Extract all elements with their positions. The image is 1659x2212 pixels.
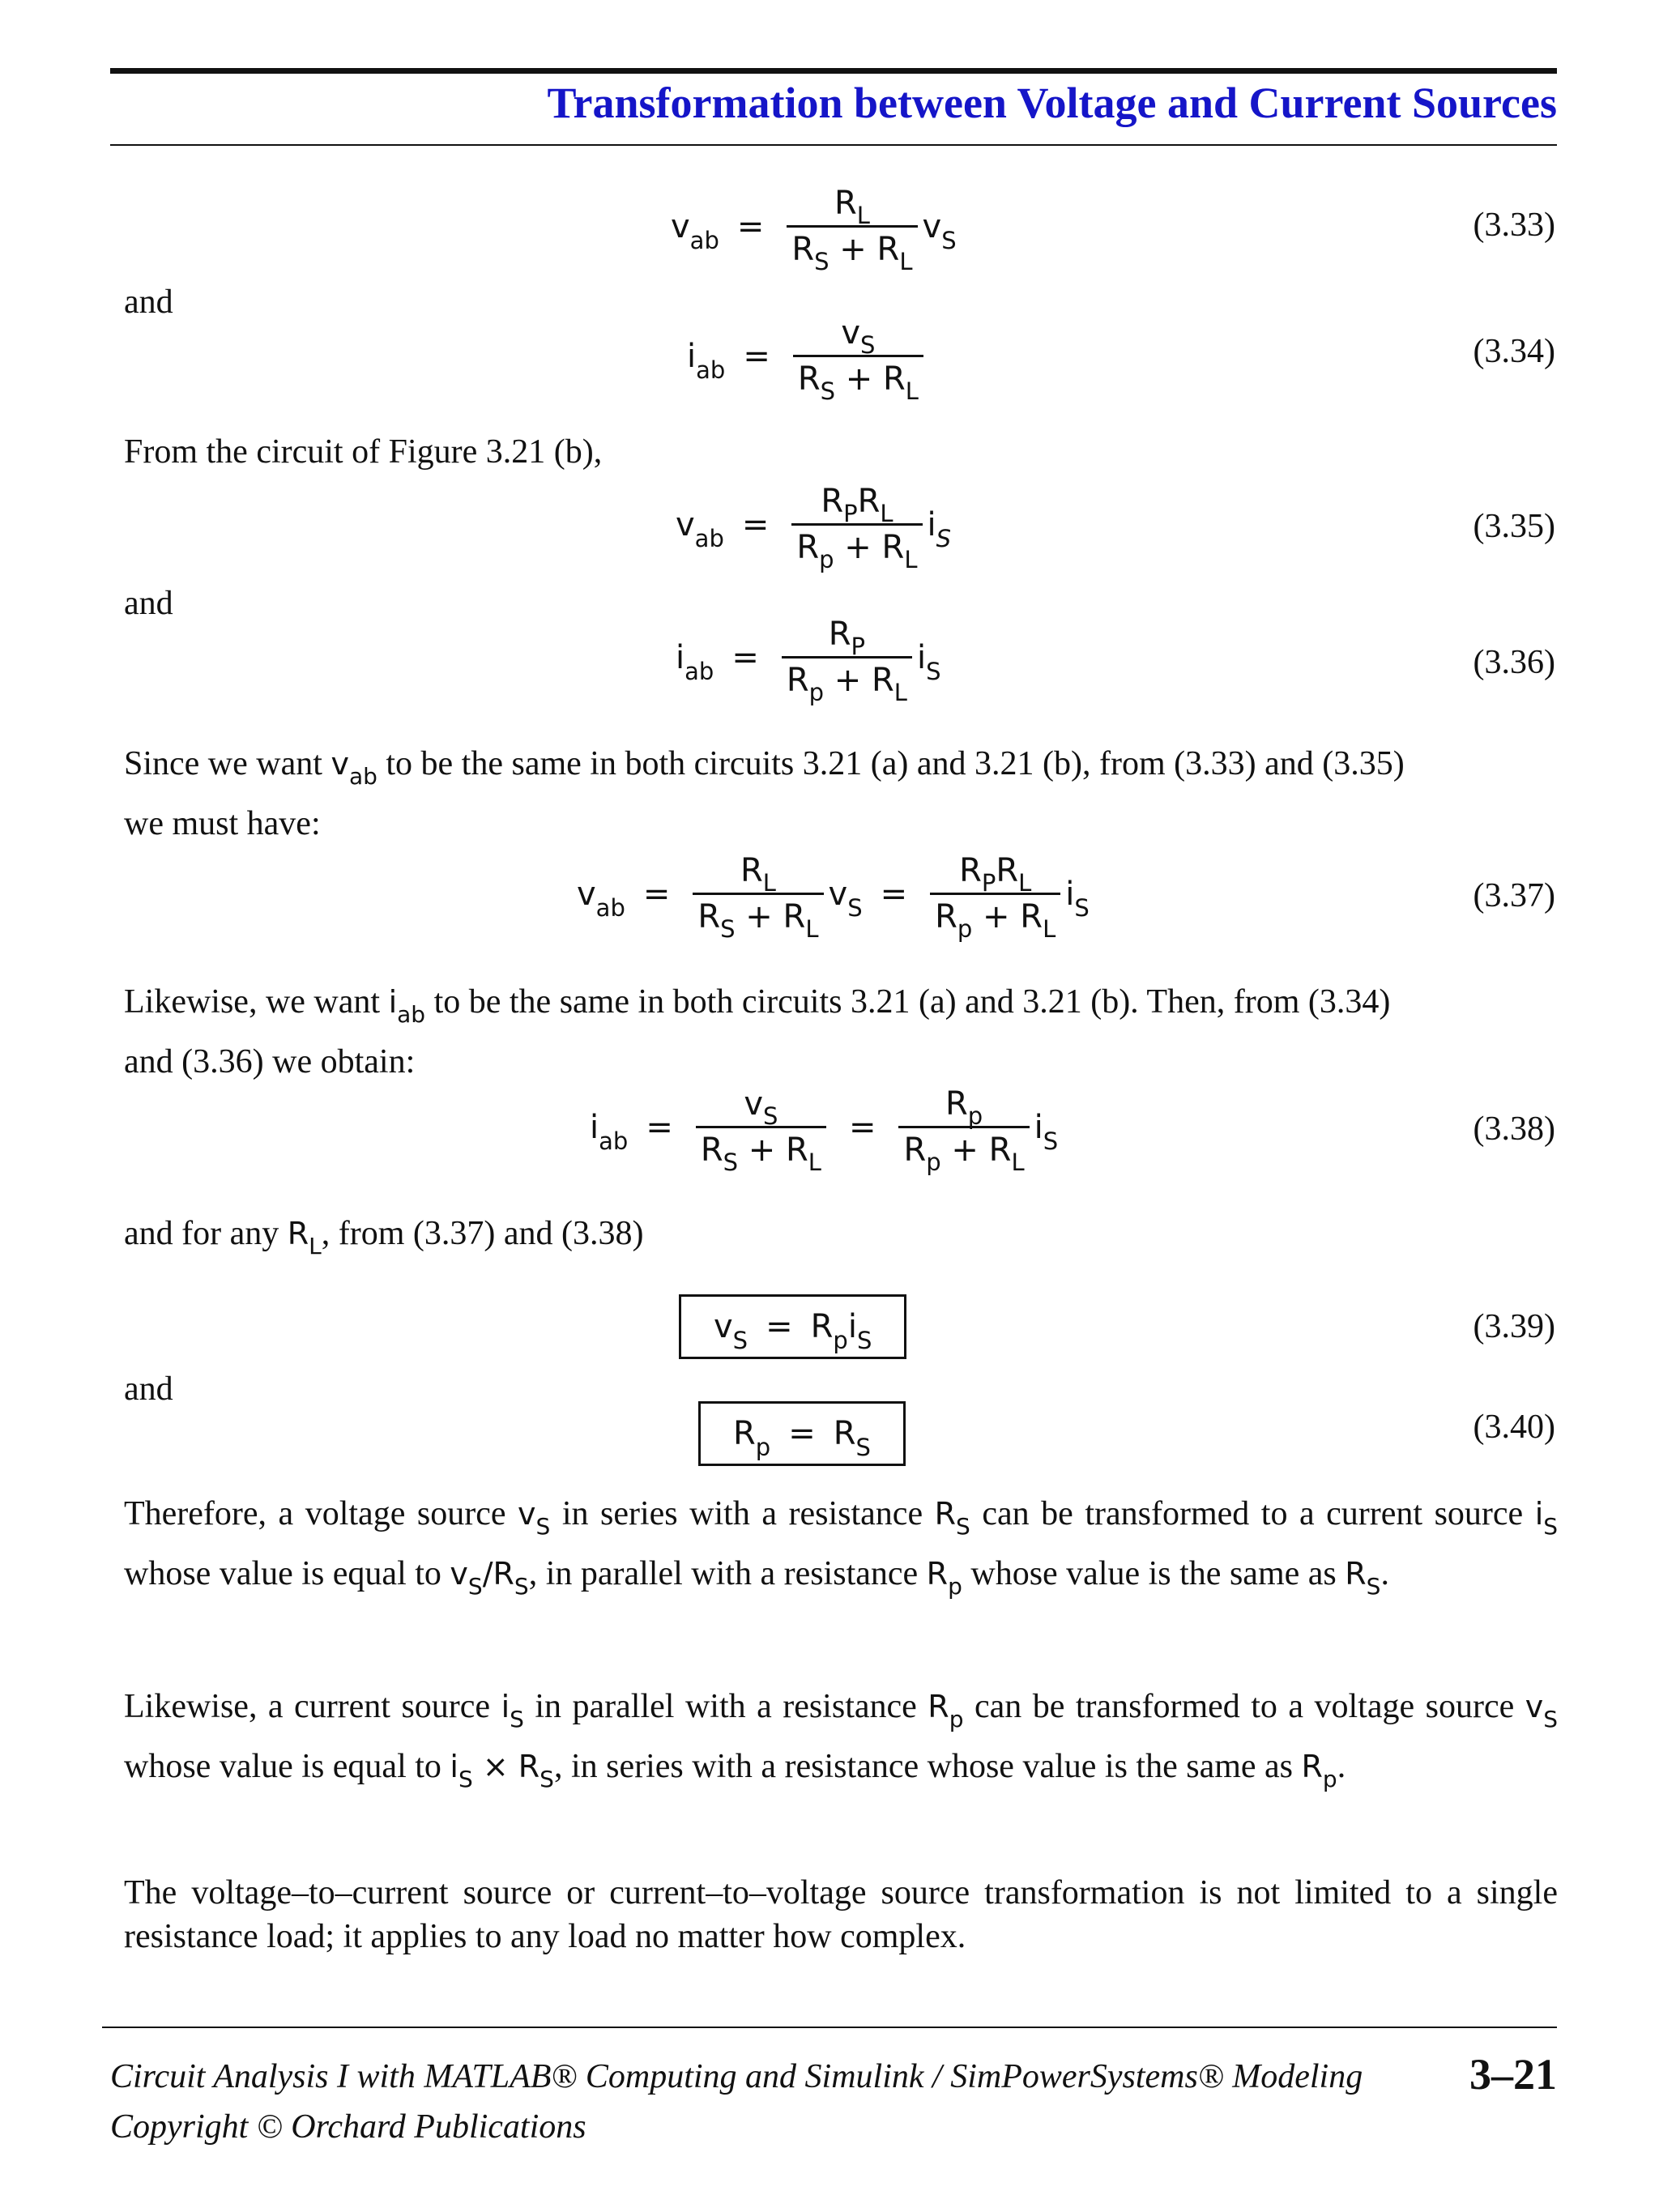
paragraph-since: Since we want $v_{ab}$ to be the same in both circuits 3.21 (a) and 3.21 (b), from (3.33) and (3.35) we must have:	[124, 745, 1405, 842]
equation-3-33: $v_{ab}$ = $\frac{R_L}{R_S + R_L}$ $v_S$	[671, 185, 957, 275]
equation-3-39-boxed: $v_S$ = $R_pi_S$	[679, 1294, 906, 1359]
from-circuit-text: From the circuit of Figure 3.21 (b),	[124, 433, 603, 471]
equation-number: (3.39)	[1473, 1308, 1555, 1345]
page-number: 3–21	[1469, 2050, 1557, 2099]
equation-number: (3.37)	[1473, 877, 1555, 914]
and-text: and	[124, 1370, 173, 1408]
footer-rule	[102, 2027, 1557, 2028]
equation-3-36: $i_{ab}$ = $\frac{R_P}{R_p + R_L}$ $i_S$	[676, 616, 941, 706]
equation-3-40-boxed: $R_p$ = $R_S$	[698, 1401, 906, 1466]
any-rl-text: and for any $R_L$, from (3.37) and (3.38)	[124, 1215, 644, 1259]
section-title: Transformation between Voltage and Current Sources	[547, 79, 1557, 127]
paragraph-likewise: Likewise, we want $i_{ab}$ to be the same in both circuits 3.21 (a) and 3.21 (b). Then, from (3.34) and (3.36) we obtain:	[124, 983, 1391, 1080]
equation-number: (3.35)	[1473, 508, 1555, 545]
and-text: and	[124, 283, 173, 321]
equation-3-38: $i_{ab}$ = $\frac{v_S}{R_S + R_L}$ = $\frac{R_p}{R_p + R_L}$ $i_S$	[590, 1085, 1059, 1176]
equation-number: (3.34)	[1473, 333, 1555, 370]
paragraph-likewise-current: Likewise, a current source $i_S$ in parallel with a resistance $R_p$ can be transformed to a voltage source $v_S$ whose value is equal to $i_S \times R_S$, in series with a resistance whose value is the same as $R_p$.	[124, 1688, 1559, 1792]
equation-3-37: $v_{ab}$ = $\frac{R_L}{R_S + R_L}$ $v_S$ = $\frac{R_PR_L}{R_p + R_L}$ $i_S$	[577, 852, 1090, 943]
paragraph-transformation-note: The voltage–to–current source or current–to–voltage source transformation is not limited to a single resistance load; it applies to any load no matter how complex.	[124, 1874, 1558, 1955]
equation-number: (3.38)	[1473, 1110, 1555, 1148]
equation-3-34: $i_{ab}$ = $\frac{v_S}{R_S + R_L}$	[687, 314, 928, 398]
equation-number: (3.33)	[1473, 207, 1555, 244]
equation-number: (3.40)	[1473, 1409, 1555, 1446]
header-top-rule	[110, 68, 1557, 74]
and-text: and	[124, 585, 173, 622]
equation-number: (3.36)	[1473, 644, 1555, 681]
footer-book-title: Circuit Analysis I with MATLAB® Computing and Simulink / SimPowerSystems® Modeling	[110, 2058, 1363, 2095]
equation-3-35: $v_{ab}$ = $\frac{R_PR_L}{R_p + R_L}$ $i_S$	[676, 483, 952, 573]
footer-copyright: Copyright © Orchard Publications	[110, 2108, 586, 2146]
header-bottom-rule	[110, 144, 1557, 146]
paragraph-therefore: Therefore, a voltage source $v_S$ in series with a resistance $R_S$ can be transformed to a current source $i_S$ whose value is equal to $v_S/R_S$, in parallel with a resistance $R_p$ whose value is the same as $R_S$.	[124, 1495, 1559, 1600]
